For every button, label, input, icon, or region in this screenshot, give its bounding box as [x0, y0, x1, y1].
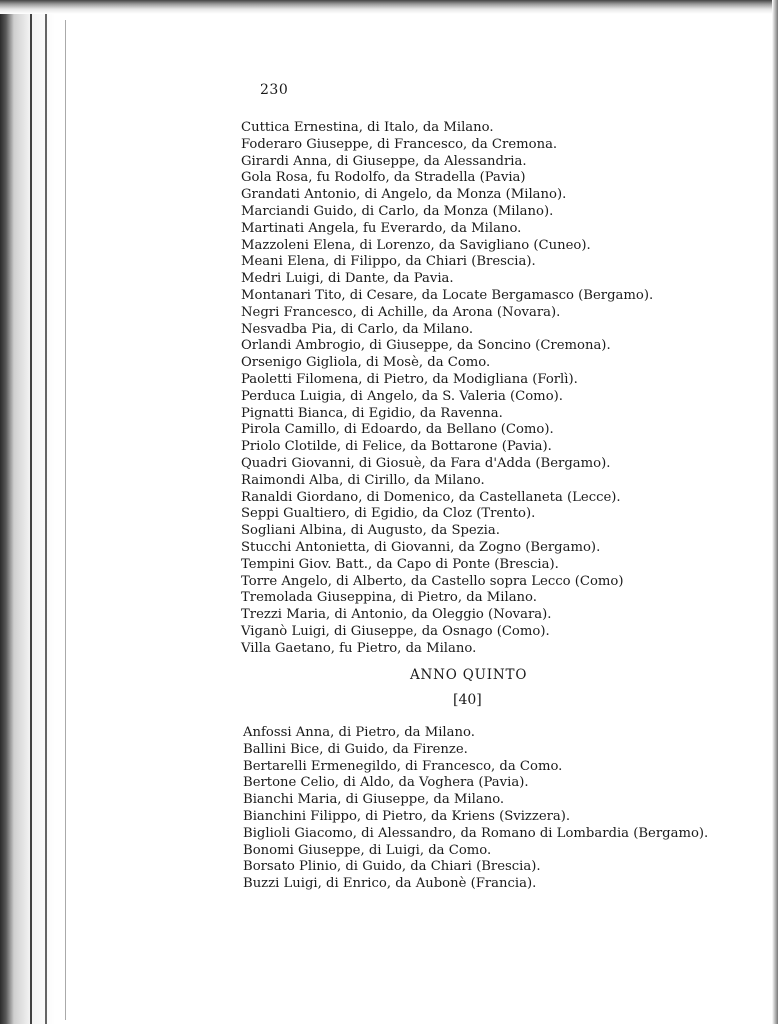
list-item: Orlandi Ambrogio, di Giuseppe, da Soncino (Cremona). [241, 338, 611, 354]
list-item: Tremolada Giuseppina, di Pietro, da Milano. [241, 590, 537, 606]
scan-binding-line [45, 0, 47, 1024]
list-item: Buzzi Luigi, di Enrico, da Aubonè (Francia). [243, 876, 537, 892]
list-item: Cuttica Ernestina, di Italo, da Milano. [241, 120, 494, 135]
scan-binding-line [30, 0, 32, 1024]
list-item: Negri Francesco, di Achille, da Arona (Novara). [241, 304, 561, 320]
list-item: Martinati Angela, fu Everardo, da Milano. [241, 220, 522, 236]
list-item: Ballini Bice, di Guido, da Firenze. [243, 741, 468, 757]
list-item: Girardi Anna, di Giuseppe, da Alessandria. [241, 153, 527, 169]
list-item: Bianchini Filippo, di Pietro, da Kriens (Svizzera). [243, 808, 571, 824]
student-list-lower [243, 725, 763, 893]
list-item: Bianchi Maria, di Giuseppe, da Milano. [243, 792, 505, 808]
page-number: 230 [260, 82, 289, 98]
list-item: Bertone Celio, di Aldo, da Voghera (Pavia). [243, 775, 529, 791]
list-item: Anfossi Anna, di Pietro, da Milano. [243, 725, 475, 740]
list-item: Biglioli Giacomo, di Alessandro, da Romano di Lombardia (Bergamo). [243, 825, 709, 841]
list-item: Sogliani Albina, di Augusto, da Spezia. [241, 523, 500, 539]
list-item: Paoletti Filomena, di Pietro, da Modigliana (Forlì). [241, 371, 578, 387]
section-count: [40] [453, 692, 482, 708]
list-item: Quadri Giovanni, di Giosuè, da Fara d'Adda (Bergamo). [241, 455, 611, 471]
list-item: Viganò Luigi, di Giuseppe, da Osnago (Como). [241, 623, 550, 639]
list-item: Torre Angelo, di Alberto, da Castello sopra Lecco (Como) [241, 573, 624, 589]
list-item: Nesvadba Pia, di Carlo, da Milano. [241, 321, 474, 337]
list-item: Villa Gaetano, fu Pietro, da Milano. [241, 640, 477, 656]
list-item: Pirola Camillo, di Edoardo, da Bellano (Como). [241, 422, 554, 438]
list-item: Orsenigo Gigliola, di Mosè, da Como. [241, 355, 491, 371]
list-item: Stucchi Antonietta, di Giovanni, da Zogno (Bergamo). [241, 539, 601, 555]
list-item: Bonomi Giuseppe, di Luigi, da Como. [243, 842, 492, 858]
list-item: Raimondi Alba, di Cirillo, da Milano. [241, 472, 485, 488]
list-item: Medri Luigi, di Dante, da Pavia. [241, 271, 454, 287]
section-heading: ANNO QUINTO [410, 667, 528, 683]
list-item: Trezzi Maria, di Antonio, da Oleggio (Novara). [241, 607, 552, 623]
scan-binding-shadow [0, 0, 70, 1024]
list-item: Borsato Plinio, di Guido, da Chiari (Brescia). [243, 859, 541, 875]
list-item: Ranaldi Giordano, di Domenico, da Castellaneta (Lecce). [241, 489, 621, 505]
list-item: Pignatti Bianca, di Egidio, da Ravenna. [241, 405, 503, 421]
list-item: Marciandi Guido, di Carlo, da Monza (Milano). [241, 203, 554, 219]
list-item: Tempini Giov. Batt., da Capo di Ponte (Brescia). [241, 556, 559, 572]
list-item: Priolo Clotilde, di Felice, da Bottarone (Pavia). [241, 439, 552, 455]
list-item: Gola Rosa, fu Rodolfo, da Stradella (Pavia) [241, 170, 526, 186]
list-item: Bertarelli Ermenegildo, di Francesco, da Como. [243, 758, 563, 774]
scan-binding-line [65, 20, 66, 1020]
list-item: Seppi Gualtiero, di Egidio, da Cloz (Trento). [241, 506, 536, 522]
list-item: Montanari Tito, di Cesare, da Locate Bergamasco (Bergamo). [241, 287, 654, 303]
list-item: Perduca Luigia, di Angelo, da S. Valeria (Como). [241, 388, 563, 404]
scan-top-edge [0, 0, 778, 14]
list-item: Foderaro Giuseppe, di Francesco, da Cremona. [241, 136, 558, 152]
list-item: Meani Elena, di Filippo, da Chiari (Brescia). [241, 254, 536, 270]
list-item: Mazzoleni Elena, di Lorenzo, da Savigliano (Cuneo). [241, 237, 591, 253]
scan-right-edge [772, 0, 778, 1024]
student-list-upper [241, 120, 761, 658]
list-item: Grandati Antonio, di Angelo, da Monza (Milano). [241, 187, 567, 203]
